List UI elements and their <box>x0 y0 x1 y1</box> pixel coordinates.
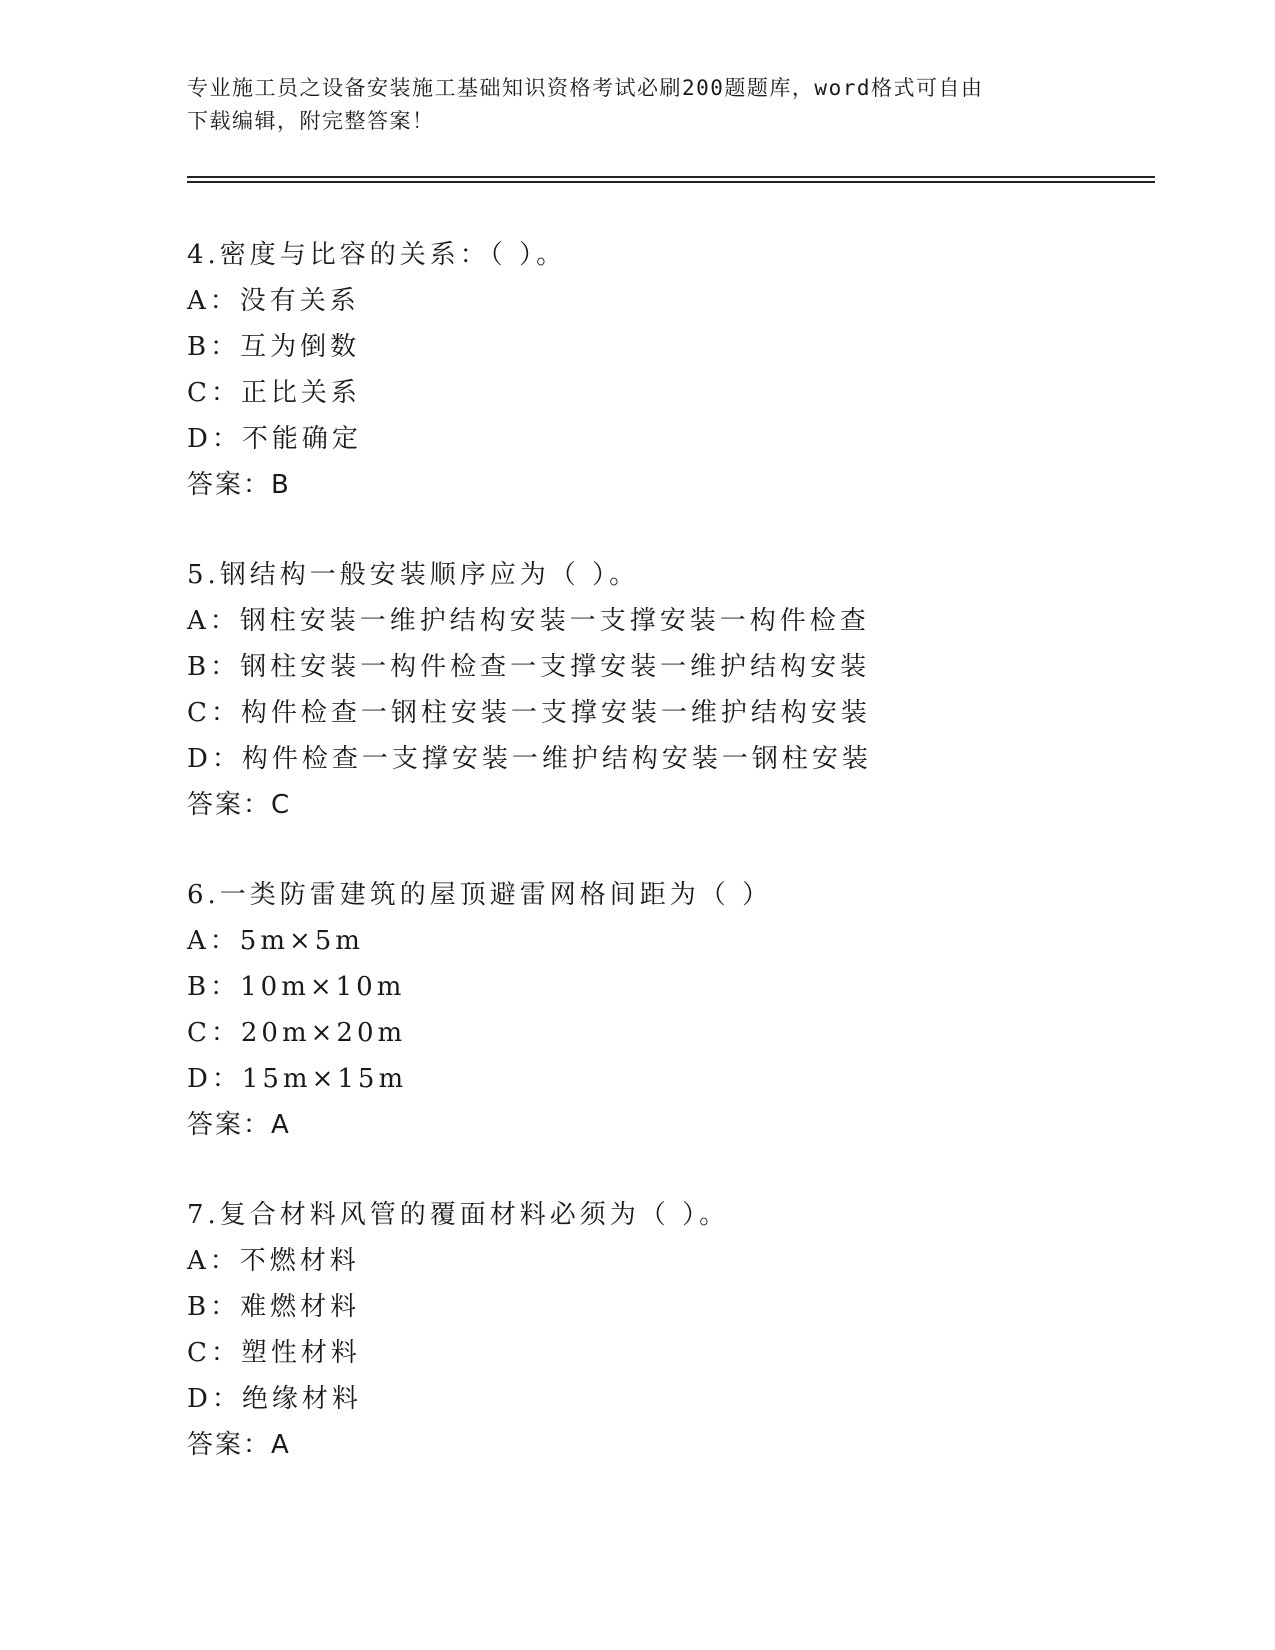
option-b: B：10m×10m <box>187 972 406 1002</box>
option-c: C：塑性材料 <box>187 1338 361 1368</box>
option-b: B：互为倒数 <box>187 332 361 362</box>
question-list <box>187 232 1147 1512</box>
answer-line: 答案：A <box>187 1430 291 1460</box>
option-a: A：5m×5m <box>187 926 364 956</box>
divider-line-bottom <box>187 181 1155 183</box>
question-5 <box>187 552 1147 828</box>
question-stem: 4.密度与比容的关系：（ ）。 <box>187 240 567 270</box>
option-a: A：没有关系 <box>187 286 360 316</box>
answer-line: 答案：C <box>187 790 292 820</box>
option-d: D：15m×15m <box>187 1064 408 1094</box>
option-a: A：不燃材料 <box>187 1246 360 1276</box>
question-stem: 5.钢结构一般安装顺序应为（ ）。 <box>187 560 640 590</box>
option-a: A：钢柱安装一维护结构安装一支撑安装一构件检查 <box>187 606 870 636</box>
option-d: D：构件检查一支撑安装一维护结构安装一钢柱安装 <box>187 744 872 774</box>
option-d: D：不能确定 <box>187 424 362 454</box>
option-b: B：难燃材料 <box>187 1292 361 1322</box>
header-line-1: 专业施工员之设备安装施工基础知识资格考试必刷200题题库，word格式可自由 <box>187 76 984 100</box>
question-6 <box>187 872 1147 1148</box>
question-stem: 6.一类防雷建筑的屋顶避雷网格间距为（ ） <box>187 880 773 910</box>
answer-line: 答案：B <box>187 470 291 500</box>
divider-line-top <box>187 176 1155 178</box>
option-c: C：正比关系 <box>187 378 361 408</box>
option-c: C：20m×20m <box>187 1018 407 1048</box>
document-header <box>187 72 1087 138</box>
question-stem: 7.复合材料风管的覆面材料必须为（ ）。 <box>187 1200 730 1230</box>
answer-line: 答案：A <box>187 1110 291 1140</box>
option-b: B：钢柱安装一构件检查一支撑安装一维护结构安装 <box>187 652 871 682</box>
header-divider <box>187 176 1155 183</box>
header-line-2: 下载编辑，附完整答案！ <box>187 109 435 133</box>
question-7 <box>187 1192 1147 1468</box>
option-d: D：绝缘材料 <box>187 1384 362 1414</box>
option-c: C：构件检查一钢柱安装一支撑安装一维护结构安装 <box>187 698 871 728</box>
question-4 <box>187 232 1147 508</box>
